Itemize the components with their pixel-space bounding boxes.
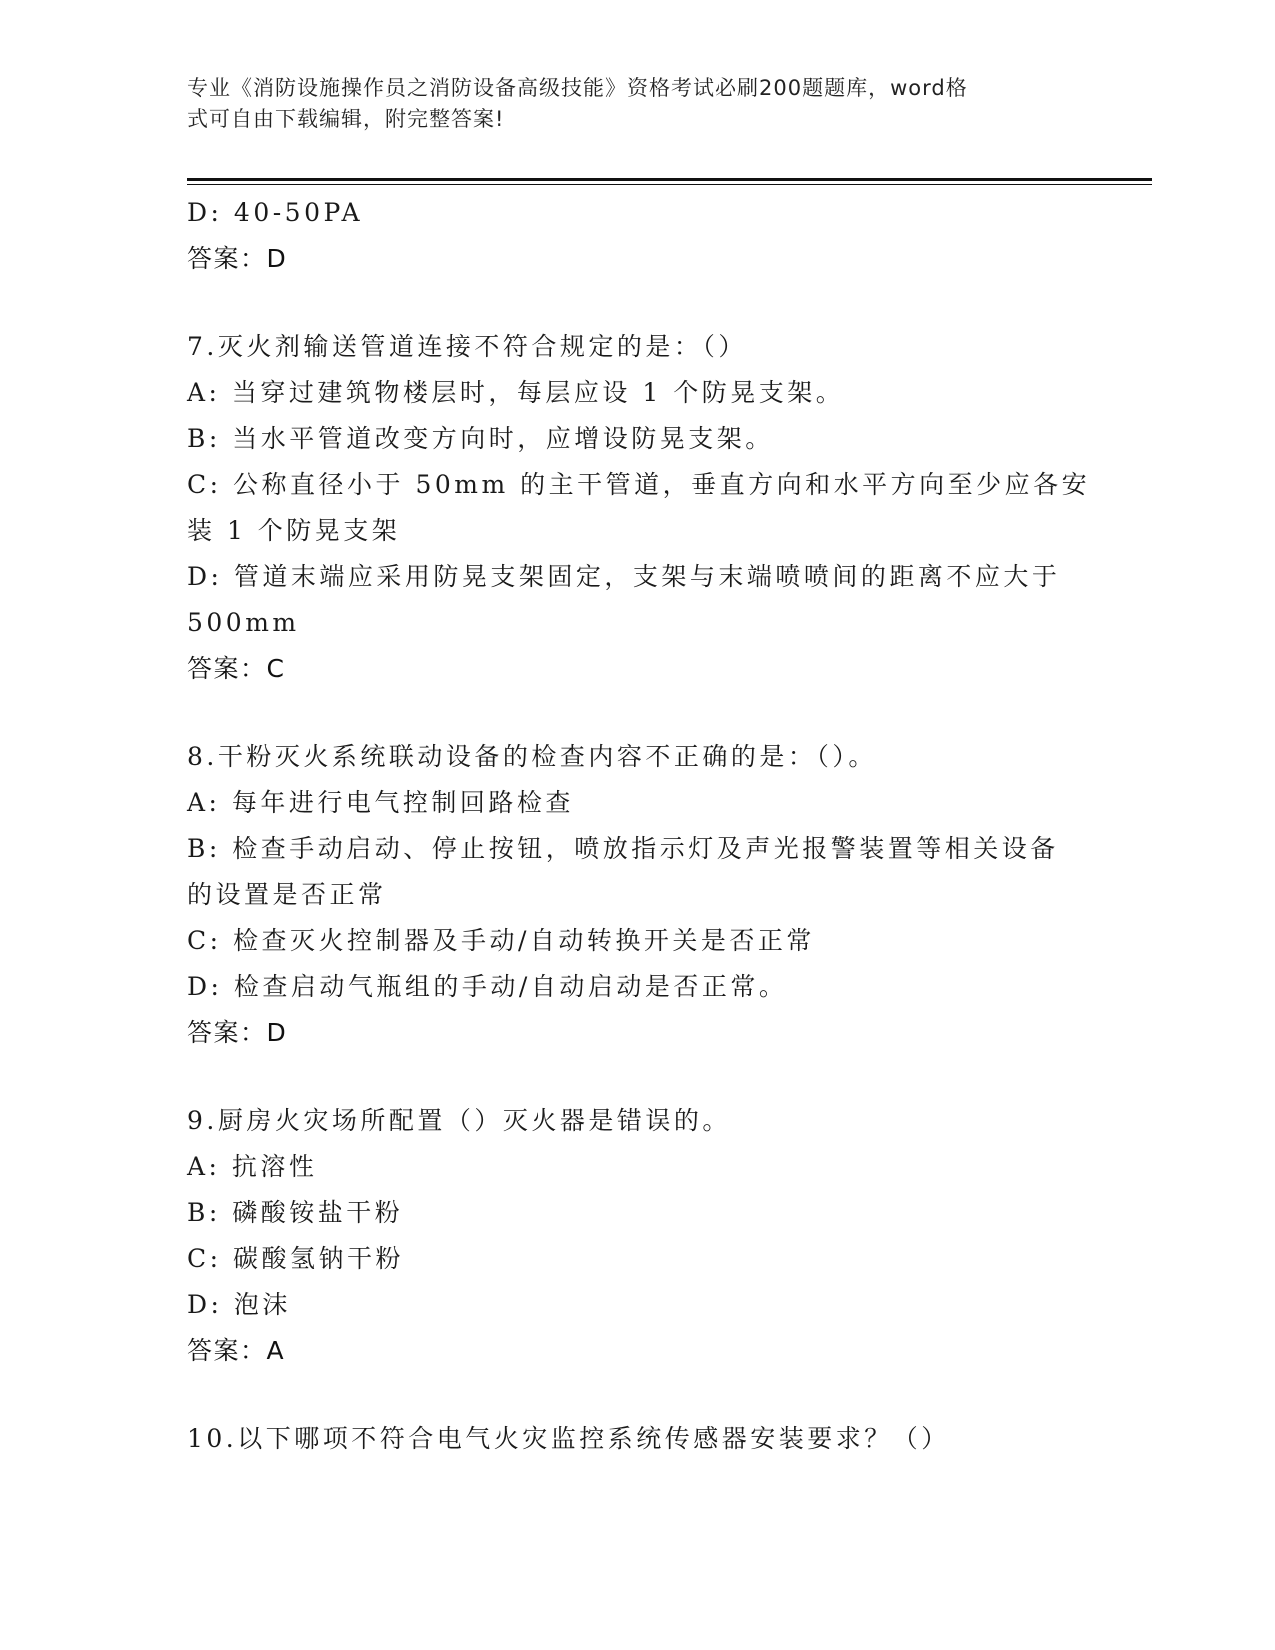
spacer	[187, 692, 1087, 734]
header-line-1: 专业《消防设施操作员之消防设备高级技能》资格考试必刷200题题库，word格	[187, 76, 968, 100]
option-line: C: 公称直径小于 50mm 的主干管道，垂直方向和水平方向至少应各安	[187, 470, 1091, 499]
question-9	[187, 1098, 1087, 1374]
header-rule-thin	[187, 184, 1152, 185]
question-stem: 7.灭火剂输送管道连接不符合规定的是：（）	[187, 332, 747, 361]
option-line: A: 每年进行电气控制回路检查	[187, 788, 574, 817]
option-line: D: 检查启动气瓶组的手动/自动启动是否正常。	[187, 972, 788, 1001]
document-header	[187, 73, 1087, 135]
option-line: A: 抗溶性	[187, 1152, 318, 1181]
question-7	[187, 324, 1091, 692]
spacer	[187, 1056, 1087, 1098]
answer-line: 答案：D	[187, 1018, 288, 1047]
option-line: B: 当水平管道改变方向时，应增设防晃支架。	[187, 424, 774, 453]
question-stem: 9.厨房火灾场所配置（）灭火器是错误的。	[187, 1106, 731, 1135]
option-line: 装 1 个防晃支架	[187, 516, 401, 545]
option-line: B: 检查手动启动、停止按钮，喷放指示灯及声光报警装置等相关设备	[187, 834, 1059, 863]
carryover-answer: 答案：D	[187, 244, 288, 273]
question-8	[187, 734, 1087, 1056]
option-line: C: 碳酸氢钠干粉	[187, 1244, 404, 1273]
option-line: C: 检查灭火控制器及手动/自动转换开关是否正常	[187, 926, 815, 955]
spacer	[187, 282, 1087, 324]
question-stem: 8.干粉灭火系统联动设备的检查内容不正确的是：（）。	[187, 742, 877, 771]
option-line: D: 泡沫	[187, 1290, 291, 1319]
question-10	[187, 1416, 1087, 1462]
option-line: D: 管道末端应采用防晃支架固定，支架与末端喷喷间的距离不应大于	[187, 562, 1061, 591]
header-rule-thick	[187, 178, 1152, 181]
option-line: 的设置是否正常	[187, 880, 387, 909]
spacer	[187, 1374, 1087, 1416]
header-line-2: 式可自由下载编辑，附完整答案!	[187, 107, 505, 131]
answer-line: 答案：A	[187, 1336, 286, 1365]
option-line: A: 当穿过建筑物楼层时，每层应设 1 个防晃支架。	[187, 378, 845, 407]
question-stem: 10.以下哪项不符合电气火灾监控系统传感器安装要求？（）	[187, 1424, 950, 1453]
option-line: 500mm	[187, 608, 300, 637]
answer-line: 答案：C	[187, 654, 286, 683]
option-line: B: 磷酸铵盐干粉	[187, 1198, 404, 1227]
question-content	[187, 190, 1091, 1462]
carryover-option-d: D: 40-50PA	[187, 198, 364, 227]
